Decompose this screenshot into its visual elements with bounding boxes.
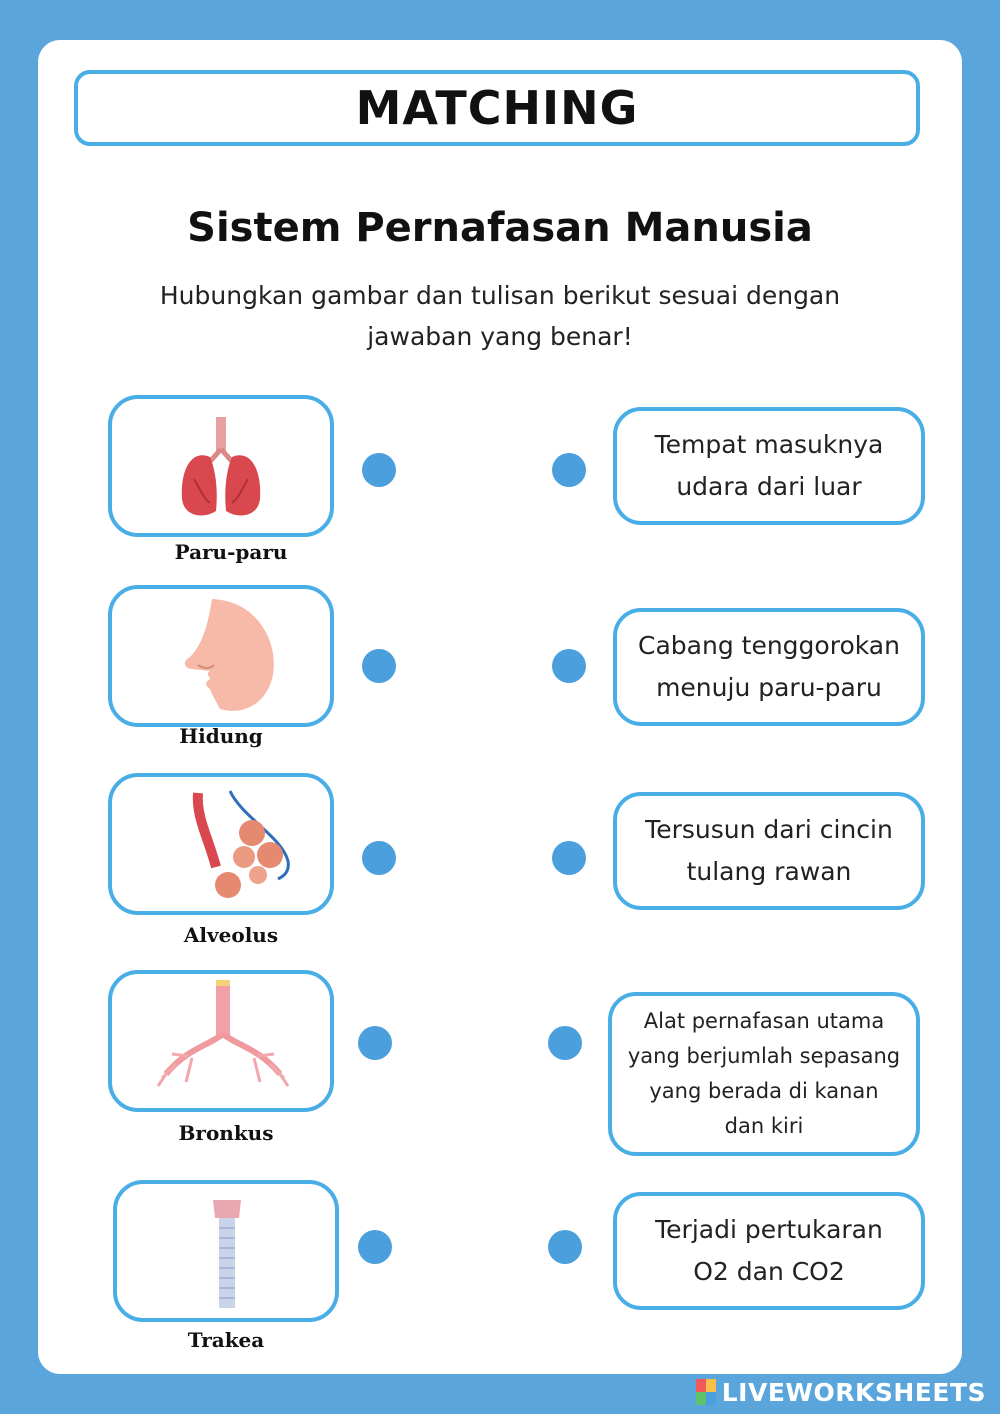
alveolus-icon bbox=[112, 777, 330, 911]
right-connector-dot-2[interactable] bbox=[552, 649, 586, 683]
picture-card-trachea bbox=[113, 1180, 339, 1322]
picture-card-nose bbox=[108, 585, 334, 727]
lungs-icon bbox=[112, 399, 330, 533]
description-text: Tempat masuknya udara dari luar bbox=[654, 430, 884, 501]
left-connector-dot-4[interactable] bbox=[358, 1026, 392, 1060]
bronchus-icon bbox=[112, 974, 330, 1108]
trachea-icon bbox=[117, 1184, 335, 1318]
right-connector-dot-4[interactable] bbox=[548, 1026, 582, 1060]
description-card-3 bbox=[613, 792, 925, 910]
right-connector-dot-3[interactable] bbox=[552, 841, 586, 875]
picture-label: Paru-paru bbox=[174, 540, 288, 564]
description-text: Tersusun dari cincin tulang rawan bbox=[645, 815, 893, 886]
page-title: MATCHING bbox=[355, 81, 639, 135]
picture-card-bronchus bbox=[108, 970, 334, 1112]
right-connector-dot-1[interactable] bbox=[552, 453, 586, 487]
description-text: Terjadi pertukaran O2 dan CO2 bbox=[655, 1215, 883, 1286]
description-card-2 bbox=[613, 608, 925, 726]
brand-name: LIVEWORKSHEETS bbox=[721, 1377, 986, 1407]
left-connector-dot-2[interactable] bbox=[362, 649, 396, 683]
description-card-1 bbox=[613, 407, 925, 525]
description-card-4 bbox=[608, 992, 920, 1156]
right-connector-dot-5[interactable] bbox=[548, 1230, 582, 1264]
title-banner bbox=[74, 70, 920, 146]
nose-icon bbox=[112, 589, 330, 723]
picture-label: Alveolus bbox=[183, 923, 279, 947]
description-card-5 bbox=[613, 1192, 925, 1310]
picture-label: Bronkus bbox=[178, 1121, 274, 1145]
instruction-text: Hubungkan gambar dan tulisan berikut sesuai dengan jawaban yang benar! bbox=[159, 281, 841, 351]
picture-label: Trakea bbox=[187, 1328, 265, 1352]
left-connector-dot-3[interactable] bbox=[362, 841, 396, 875]
description-text: Alat pernafasan utama yang berjumlah sepasang yang berada di kanan dan kiri bbox=[627, 1009, 901, 1138]
liveworksheets-mark-icon bbox=[696, 1379, 716, 1405]
liveworksheets-logo[interactable] bbox=[696, 1374, 986, 1410]
left-connector-dot-1[interactable] bbox=[362, 453, 396, 487]
picture-label: Hidung bbox=[179, 724, 263, 748]
picture-card-alveolus bbox=[108, 773, 334, 915]
left-connector-dot-5[interactable] bbox=[358, 1230, 392, 1264]
worksheet-subtitle: Sistem Pernafasan Manusia bbox=[187, 205, 813, 251]
description-text: Cabang tenggorokan menuju paru-paru bbox=[638, 631, 900, 702]
picture-card-lungs bbox=[108, 395, 334, 537]
